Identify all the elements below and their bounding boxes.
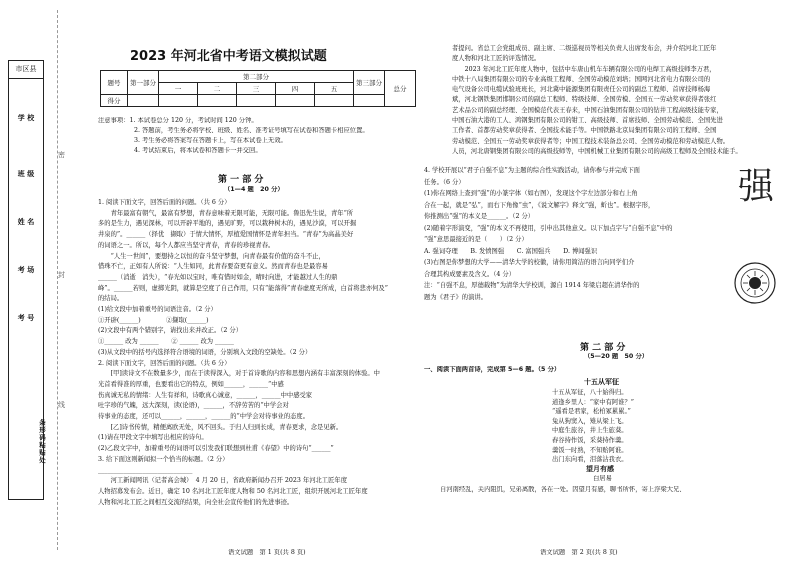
- body-line: 1. 阅读下面文字，回答后面的问题。（共 6 分）: [98, 199, 231, 206]
- score-input[interactable]: [276, 95, 315, 107]
- notice-line: 3. 考生务必将答案写在答题卡上，写在本试卷上无效。: [134, 137, 287, 144]
- barcode-area: 条形码粘贴处: [38, 419, 46, 464]
- body-line: 中国石油大港的工人、鸿钢集团有限公司的钳工、高级技师、首席技师、全国劳动模范、全国先进: [452, 117, 723, 125]
- question-line: 合在一起，就是“弘”，而右下角像“虫”，《说文解字》释文“强，蚚也”。根据字形，: [424, 201, 655, 209]
- body-line: 3. 给下面这则新闻拟一个恰当的标题。（2 分）: [98, 455, 229, 463]
- body-line: 电气设备公司电缆试验班班长，河北冀中能源集团有限责任公司的副总工程师、首席技师杨海: [452, 86, 711, 94]
- exam-title: 2023 年河北省中考语文模拟试题: [130, 49, 327, 64]
- body-line: 人员，河北唐钢集团有限公司的高级技师等，中国机械工业集团有限公司的高级工程师及全国技术能手。: [452, 147, 742, 155]
- seal-line: [57, 10, 58, 550]
- body-line: 度人物和河北工匠的评选情况。: [452, 55, 541, 63]
- score-cell: 五: [315, 83, 354, 95]
- body-line: 劳动模范、全国五一劳动奖章获得者等；中国工程技术装备总公司、全国劳动模范和劳动模范人物。: [452, 137, 730, 145]
- poem-line: 羹饭一时熟，不知贻阿谁。: [552, 446, 628, 454]
- body-line: 2023 年河北工匠年度人物中，包括中车唐山机车车辆有限公司的电焊工高级技师李万君，: [452, 65, 716, 73]
- score-input[interactable]: [128, 95, 159, 107]
- body-line: 河工新闻网讯（记者高会城） 4 月 20 日，省政府新闻办召开 2023 年河北工匠年度: [98, 477, 347, 485]
- body-line: (1)给文段中加着重号的词语注音。（2 分）: [98, 306, 217, 314]
- body-line: [乙]诗书传情，精便离欧无处，风不回头。于归人归到长成，青春更求，念是见新。: [98, 423, 343, 431]
- body-line: (1)请在甲段文字中填写出相应的诗句。: [98, 434, 208, 442]
- strip-field-name: 姓 名: [17, 218, 35, 226]
- body-line: 惜珠不亡，正如有人所说：“人生如同，此青春要奋更有意义。然而青春也是最容易: [98, 263, 328, 271]
- score-cell: 第三部分: [354, 71, 385, 95]
- score-cell: 三: [237, 83, 276, 95]
- score-cell: 一: [159, 83, 198, 95]
- body-line: 人物和河北工匠之间相互交流的结果，向全社会宣传他们的先进事迹。: [98, 498, 294, 506]
- body-line: ______________________________: [98, 466, 193, 474]
- question-line: 合理其构成要素及含义。（4 分）: [424, 270, 516, 278]
- question-4: [424, 165, 724, 303]
- body-line: 中铁十八局集团有限公司的专业高级工程师、全国劳动模范刘培；国网河北省电力有限公司的: [452, 75, 711, 83]
- poem2-preface: 自河南经乱，关内阻饥，兄弟离散，各在一处。因望月有感，聊书所怀，寄上浮梁大兄、: [440, 486, 686, 493]
- strip-field-number: 考 号: [17, 314, 35, 322]
- body-line: 2. 阅读下面文字，回答后面的问题。（共 6 分）: [98, 359, 231, 367]
- part2-heading: 第 二 部 分: [580, 343, 626, 353]
- tsinghua-emblem: [734, 262, 776, 304]
- strip-field-class: 班 级: [17, 170, 35, 178]
- seal-script-glyph: 强: [738, 166, 775, 207]
- poem-line: 十五从军征，八十始得归。: [552, 389, 628, 396]
- page-footer-1: 语文试题 第 1 页(共 8 页): [228, 549, 306, 556]
- left-column: [98, 198, 420, 508]
- poem-line: 中庭生旅谷，井上生旅葵。: [552, 427, 628, 435]
- question-line: 题为《君子》的演讲。: [424, 293, 487, 301]
- question-line: (3)右图是你梦想的大学——清华大学的校徽，请你用简洁的语言向同学们介: [424, 259, 635, 266]
- body-line: 待事业的态度，还可以______，______，______的“中学会对待事业的态度。: [98, 413, 310, 421]
- section-1-title: 一、阅读下面两首诗，完成第 5—6 题。（5 分）: [424, 366, 561, 373]
- score-cell: 总分: [385, 71, 416, 107]
- poem1-body: [552, 388, 634, 465]
- body-line: 吐字珍的气魄，远大深刻，读(论语)，______，不辞劳苦的“中学会对: [98, 402, 289, 410]
- body-line: “人生一世间”，要想持之以恒的奋斗坚守梦想，向青春最有价值的奋斗不止，: [98, 252, 325, 260]
- notice-line: 4. 考试结束后，将本试卷和答题卡一并交回。: [134, 147, 262, 154]
- score-cell: 四: [276, 83, 315, 95]
- body-line: ①开辟(______) ②撷取(______): [98, 316, 209, 324]
- body-line: 斌，河北钢铁集团邯钢公司的副总工程师、特级技师、全国劳模、全国五一劳动奖章获得者张红: [452, 96, 717, 104]
- body-line: 的词语之一。所以，每个人都应当坚守青春，青春的珍视青春。: [98, 241, 275, 249]
- poem2-author: 白居易: [593, 475, 612, 482]
- notice-line: 2. 答题前，考生务必将学校、班级、姓名、准考证号填写在试卷和答题卡相应位置。: [134, 127, 369, 134]
- poem2-title: 望月有感: [586, 465, 614, 473]
- body-line: ______（消逝 消失），“春光如以宝时，唯有惜时如金，晴时向进，才能越过人生的鼎: [98, 273, 338, 281]
- body-line: 的结局。: [98, 295, 124, 303]
- poem-line: 兔从狗窦入，雉从梁上飞。: [552, 417, 628, 425]
- body-line: 工作者、首都劳动奖章获得者、全国技术能手等。中国铁路北京局集团有限公司的工程师、全国: [452, 127, 717, 135]
- question-line: A. 强词夺理 B. 发愤图强 C. 富国强兵 D. 博闻强识: [424, 247, 598, 255]
- strip-field-school: 学 校: [17, 114, 35, 122]
- poem-line: 舂谷持作饭，采葵持作羹。: [552, 436, 628, 444]
- body-line: [甲]读诗文不在数量多少，而在于读得深入，对于首诗歌的内容和思想内涵有丰富深刻的体验。中: [98, 370, 380, 378]
- question-line: 你推测出“强”的本义是______。（2 分）: [424, 213, 535, 220]
- part1-heading: 第 一 部 分: [218, 175, 264, 185]
- poem-line: 道逢乡里人：“家中有阿谁？”: [552, 398, 635, 406]
- body-line: 青年最富有朝气，最富有梦想，青春意味着无限可能，无限可能。鲁迅先生说，青年“所: [98, 209, 354, 217]
- body-line: (2)文段中有两个错别字，请找出来并改正。（2 分）: [98, 327, 243, 335]
- seal-char-2: 封: [58, 271, 65, 279]
- poem-line: 出门东向看，泪落沾我衣。: [552, 456, 628, 464]
- question-line: (1)你在网络上查到“强”的小篆字体（如右图），发现这个字左边部分和右上角: [424, 190, 638, 197]
- body-line: (2)乙段文字中，加着重号的词语可以引发我们联想到杜甫《春望》中的诗句“______”: [98, 445, 334, 453]
- seal-char-3: 线: [58, 401, 65, 409]
- strip-field-room: 考 场: [17, 266, 35, 274]
- strip-field-district: 市区县: [9, 61, 43, 79]
- right-column-top: [452, 44, 777, 157]
- body-line: 多的是生力，遇见深林，可以开辟平地的，遇见旷野，可以栽种树木的，遇见沙漠，可以开掘: [98, 220, 357, 228]
- binding-strip: [8, 60, 44, 500]
- body-line: 伤真诚无私的情绪：人生有祥和，诗歌真心诚意，______，______中中感受家: [98, 391, 313, 399]
- question-line: “强”意思最接近的是（ ）（2 分）: [424, 236, 528, 243]
- question-line: 4. 学校开展以“君子自强不息”为主题的综合性实践活动，请你参与并完成下面: [424, 167, 640, 174]
- score-input[interactable]: [159, 95, 198, 107]
- question-line: 注：“自强不息，厚德载物”为清华大学校训，源自 1914 年梁启超在清华作的: [424, 282, 640, 289]
- body-line: 者提问。省总工会党组成员、副主席、二级巡视员等相关负责人出席发布会，并介绍河北工匠年: [452, 45, 717, 52]
- score-table: [100, 70, 416, 107]
- body-line: ①______ 改为 ______ ② ______ 改为 ______: [98, 338, 234, 346]
- score-input[interactable]: [198, 95, 237, 107]
- part1-sub: （1—4 题 20 分）: [224, 186, 284, 193]
- seal-char-1: 密: [58, 151, 65, 159]
- score-input[interactable]: [354, 95, 385, 107]
- part2-sub: （5—20 题 50 分）: [584, 353, 649, 360]
- score-cell: 第一部分: [128, 71, 159, 95]
- poem-line: “遥看是君家，松柏冢累累。”: [552, 408, 631, 416]
- score-cell: 二: [198, 83, 237, 95]
- question-line: (2)随着字形演变，“强”的本义不再使用，引申出其他意义。以下加点字与“自强不息”中的: [424, 224, 673, 232]
- body-line: 艺术品公司的副总经理、全国模范代表王春来，中国石油集团有限公司的钻井工程高级技能专家，: [452, 106, 723, 114]
- score-input[interactable]: [315, 95, 354, 107]
- body-line: 井泉的”。______（择优 撷取）于情大情怀，厚植爱国情怀是青年担当。“青春”为高晶美好: [98, 231, 354, 239]
- page-footer-2: 语文试题 第 2 页(共 8 页): [540, 549, 618, 556]
- score-input[interactable]: [237, 95, 276, 107]
- poem1-title: 十五从军征: [584, 378, 619, 386]
- body-line: 峰”。______若则，虚掷光阴，就算是空度了自己作用，只有“能落得”青春虚度无所成，白首将悲亦何及”: [98, 284, 388, 292]
- score-cell: 第二部分: [159, 71, 354, 83]
- body-line: 人物招募发布会。近日，确定 10 名河北工匠年度人物和 50 名河北工匠，组织开展河北工匠年度: [98, 487, 368, 495]
- score-cell: 得分: [101, 95, 128, 107]
- question-line: 任务。（6 分）: [424, 178, 465, 186]
- notice-line: 注意事项：1. 本试卷总分 120 分，考试时间 120 分钟。: [98, 117, 258, 124]
- body-line: (3)从文段中的括号内选择符合语境的词语，分别填入文段的空缺处。（2 分）: [98, 348, 312, 356]
- score-cell: 题号: [101, 71, 128, 95]
- body-line: 光首看得准的厚重，也要看出它的特点，例如______，______“中感: [98, 380, 284, 388]
